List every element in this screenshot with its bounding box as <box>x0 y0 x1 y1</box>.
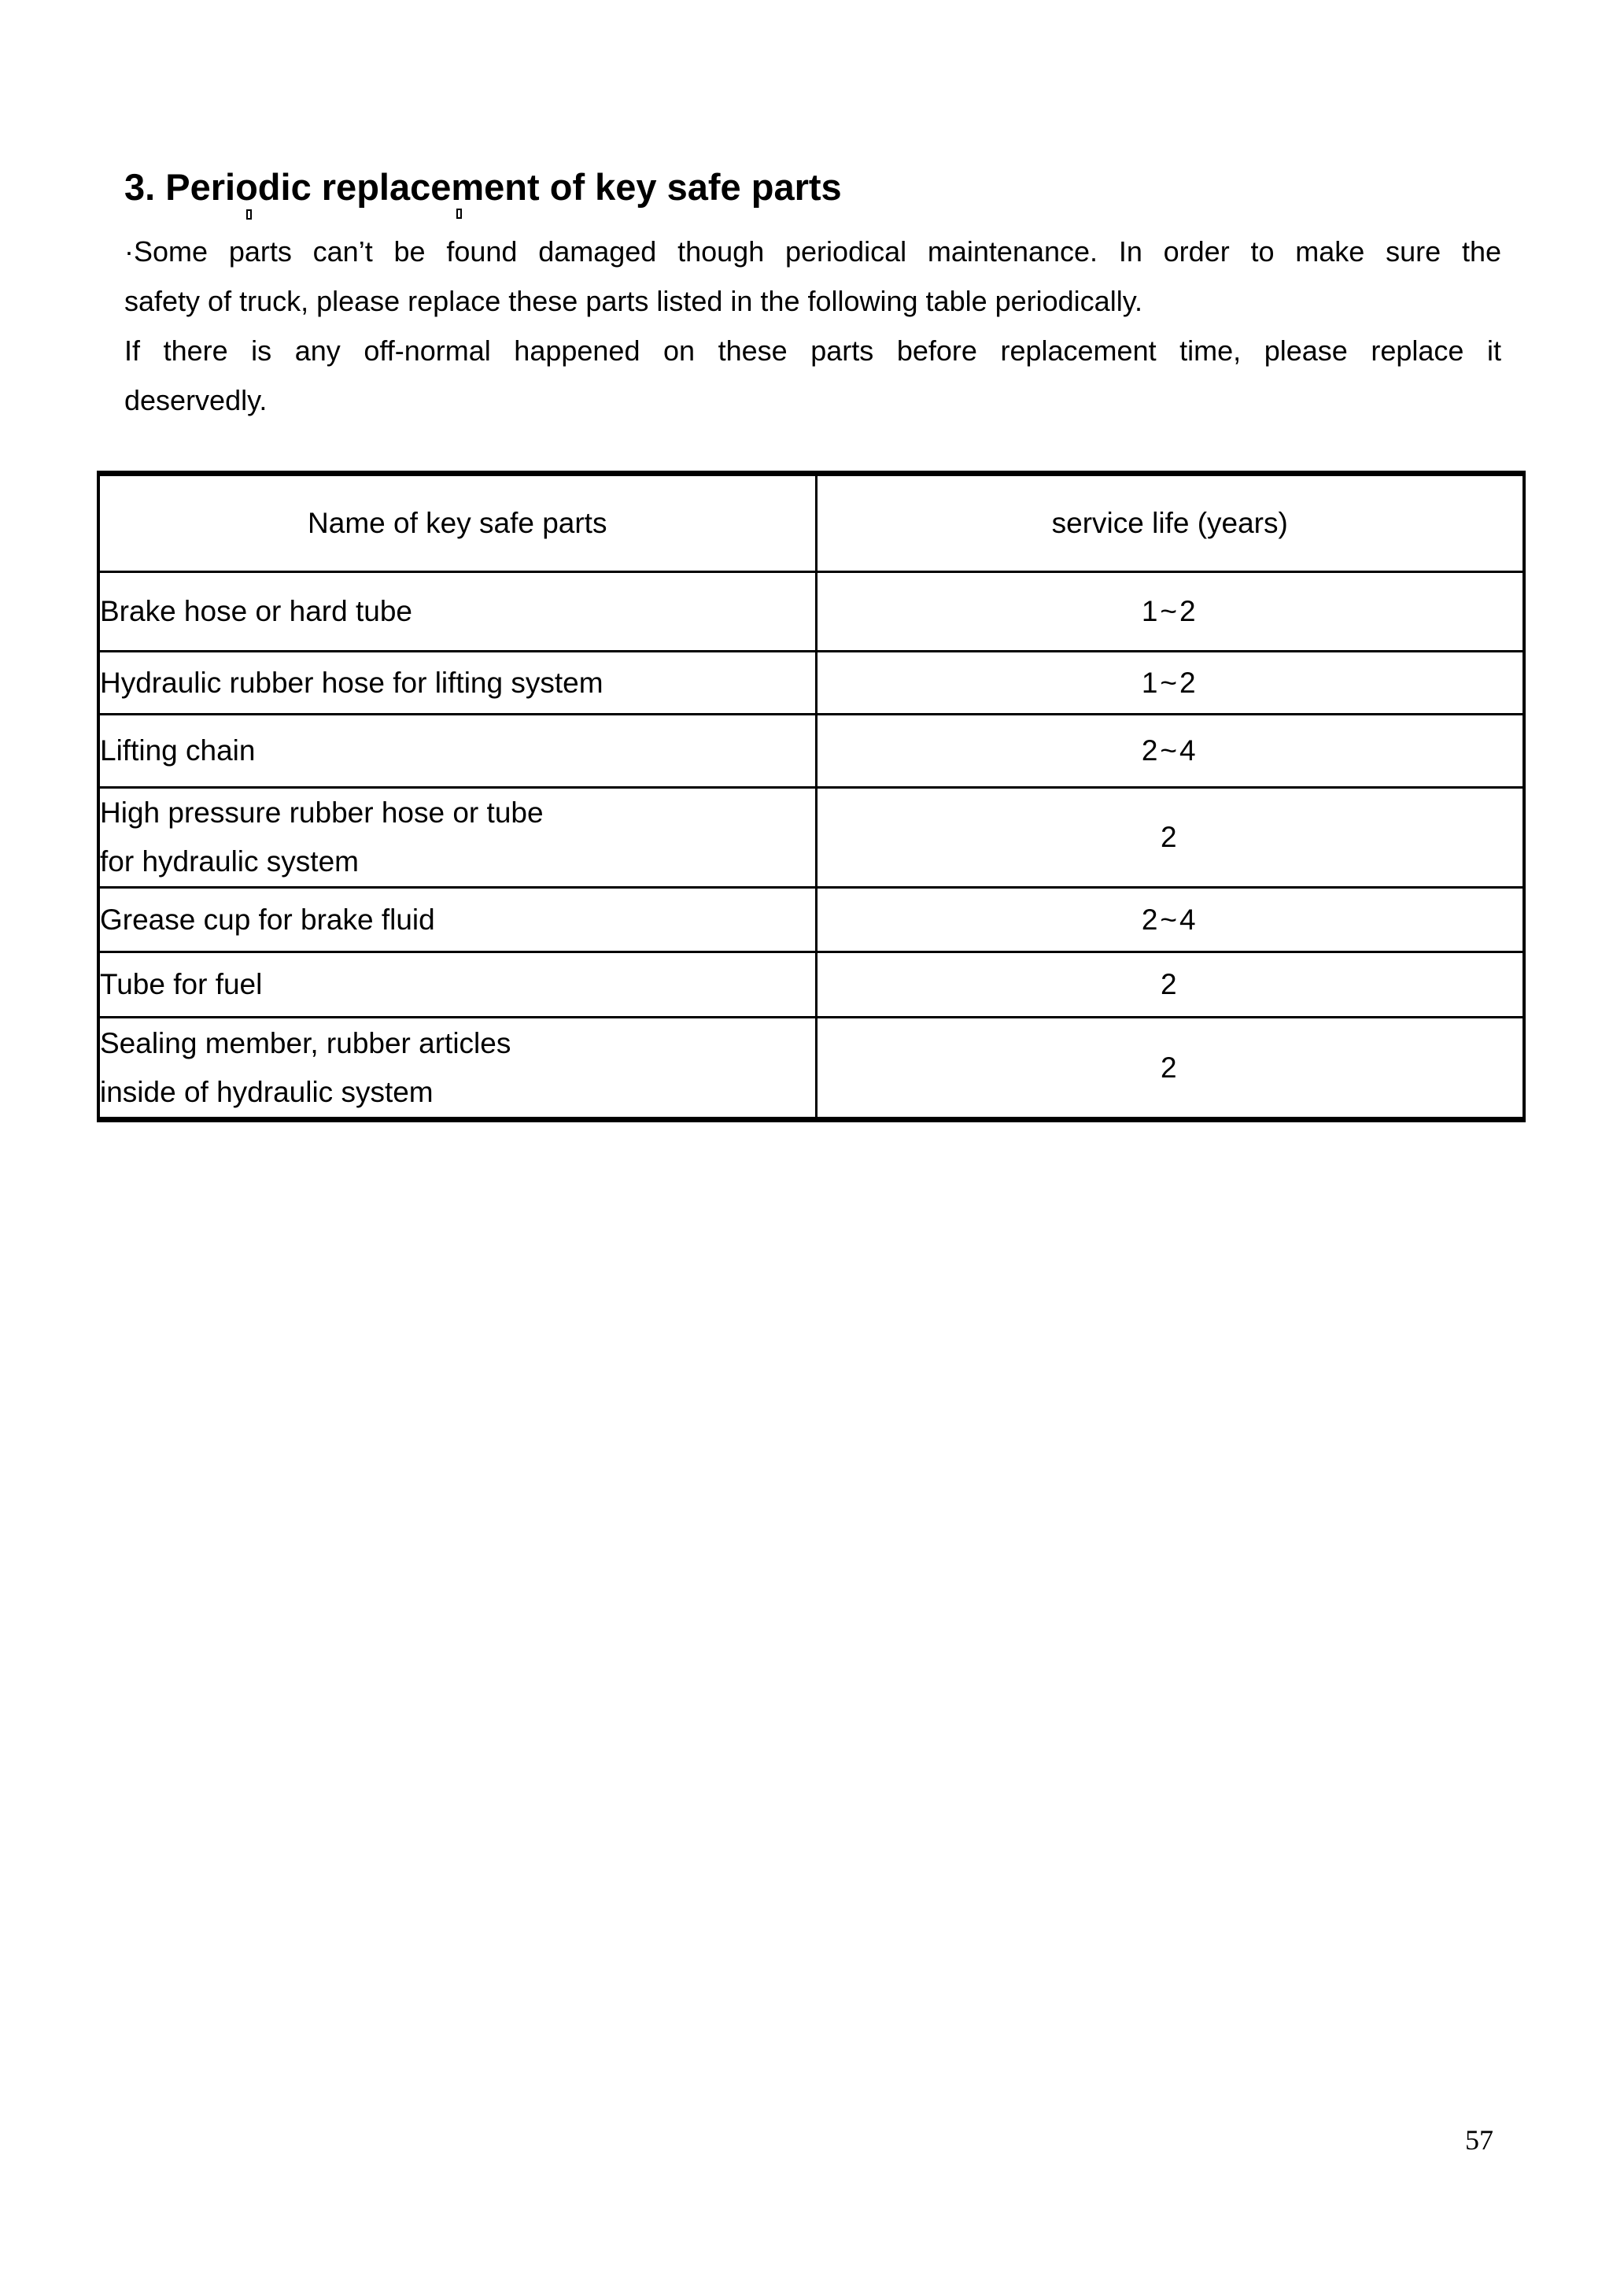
paragraph-line: If there is any off-normal happened on these parts before replacement time, please replace it <box>124 334 1501 367</box>
table-row <box>98 572 1524 652</box>
service-life-cell: 2~4 <box>816 715 1524 788</box>
service-life-cell: 2 <box>816 788 1524 888</box>
part-name-cell <box>98 952 816 1018</box>
cell-line: inside of hydraulic system <box>100 1075 434 1108</box>
table-row <box>98 952 1524 1018</box>
part-name-cell <box>98 888 816 952</box>
glyph-artifact <box>456 209 462 219</box>
cell-line: Lifting chain <box>100 734 256 767</box>
table-row <box>98 715 1524 788</box>
table-row <box>98 788 1524 888</box>
part-name-cell <box>98 572 816 652</box>
service-life-cell: 1~2 <box>816 652 1524 715</box>
table-row <box>98 1018 1524 1120</box>
cell-line: Tube for fuel <box>100 968 263 1000</box>
service-life-cell: 2~4 <box>816 888 1524 952</box>
service-life-cell: 2 <box>816 1018 1524 1120</box>
service-life-cell: 1~2 <box>816 572 1524 652</box>
paragraph-line: deservedly. <box>124 384 268 416</box>
table-row <box>98 652 1524 715</box>
cell-line: for hydraulic system <box>100 845 359 878</box>
cell-line: Grease cup for brake fluid <box>100 903 435 936</box>
part-name-cell <box>98 715 816 788</box>
part-name-cell <box>98 788 816 888</box>
service-life-cell: 2 <box>816 952 1524 1018</box>
cell-line: Hydraulic rubber hose for lifting system <box>100 666 603 699</box>
paragraph-line: ·Some parts can’t be found damaged though periodical maintenance. In order to make sure the <box>124 235 1501 268</box>
page-number: 57 <box>1465 2124 1493 2156</box>
paragraph-line: safety of truck, please replace these parts listed in the following table periodically. <box>124 285 1143 317</box>
part-name-cell <box>98 1018 816 1120</box>
cell-line: Brake hose or hard tube <box>100 595 412 627</box>
column-header-part-name: Name of key safe parts <box>98 474 816 572</box>
intro-paragraph <box>124 227 1501 425</box>
glyph-artifact <box>246 209 252 220</box>
table-row <box>98 888 1524 952</box>
key-safe-parts-table <box>97 471 1526 1122</box>
cell-line: High pressure rubber hose or tube <box>100 796 544 829</box>
table-header-row <box>98 474 1524 572</box>
column-header-service-life: service life (years) <box>816 474 1524 572</box>
part-name-cell <box>98 652 816 715</box>
page-title: 3. Periodic replacement of key safe parts <box>124 166 842 208</box>
cell-line: Sealing member, rubber articles <box>100 1026 511 1059</box>
